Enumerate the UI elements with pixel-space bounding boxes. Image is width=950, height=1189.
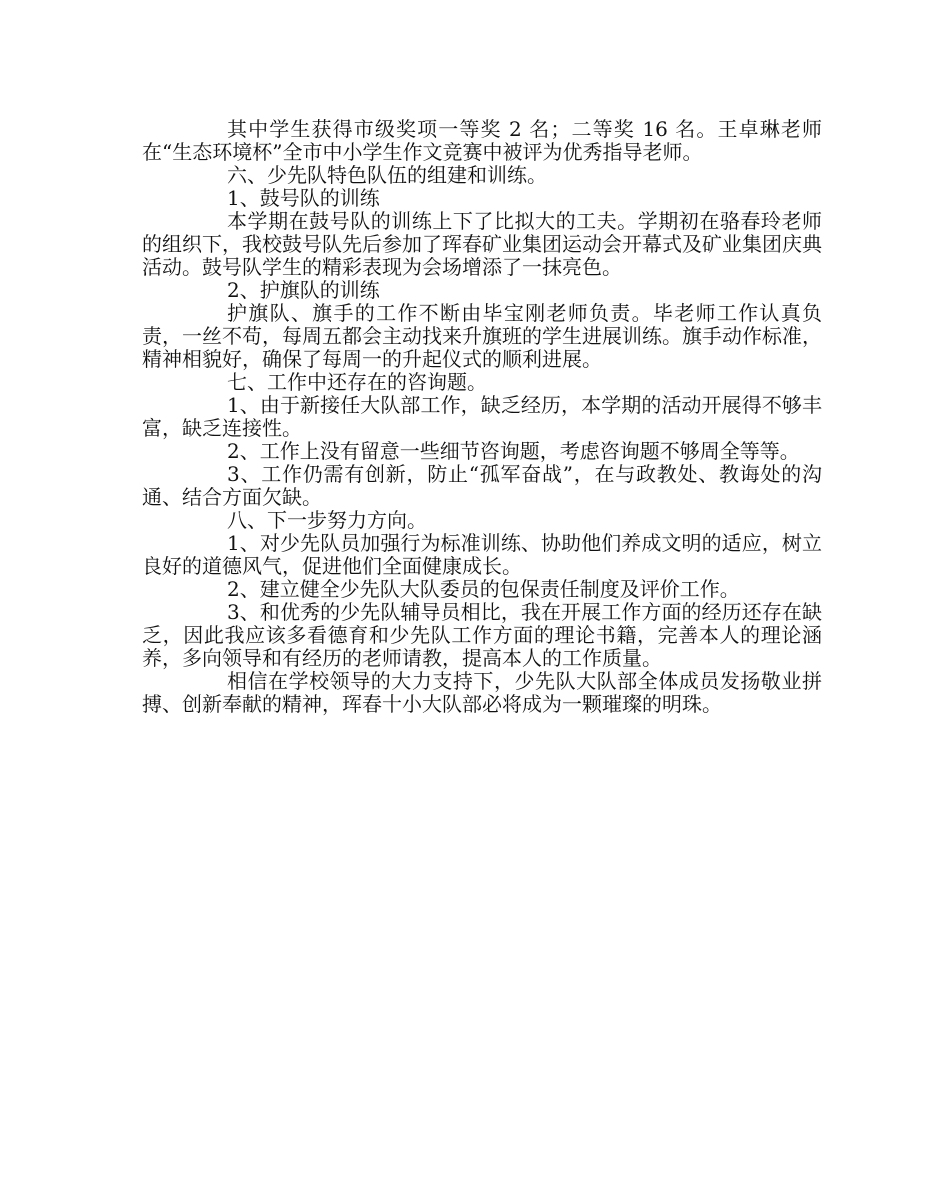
document-body xyxy=(142,118,822,716)
paragraph-drum-team: 本学期在鼓号队的训练上下了比拟大的工夫。学期初在骆春玲老师的组织下，我校鼓号队先后参加了珲春矿业集团运动会开幕式及矿业集团庆典活动。鼓号队学生的精彩表现为会场增添了一抹亮色。 xyxy=(142,209,822,279)
list-item-problem-3: 3、工作仍需有创新，防止“孤军奋战”，在与政教处、教诲处的沟通、结合方面欠缺。 xyxy=(142,462,822,509)
list-item-problem-1: 1、由于新接任大队部工作，缺乏经历，本学期的活动开展得不够丰富，缺乏连接性。 xyxy=(142,393,822,440)
paragraph-awards: 其中学生获得市级奖项一等奖 2 名；二等奖 16 名。王卓琳老师在“生态环境杯”全市中小学生作文竞赛中被评为优秀指导老师。 xyxy=(142,117,822,164)
list-item-problem-2: 2、工作上没有留意一些细节咨询题，考虑咨询题不够周全等等。 xyxy=(227,439,800,463)
subheading-flag-team: 2、护旗队的训练 xyxy=(227,278,380,302)
list-item-direction-2: 2、建立健全少先队大队委员的包保责任制度及评价工作。 xyxy=(227,577,740,601)
list-item-direction-1: 1、对少先队员加强行为标准训练、协助他们养成文明的适应，树立良好的道德风气，促进他们全面健康成长。 xyxy=(142,531,822,578)
paragraph-flag-team: 护旗队、旗手的工作不断由毕宝刚老师负责。毕老师工作认真负责，一丝不苟，每周五都会主动找来升旗班的学生进展训练。旗手动作标准，精神相貌好，确保了每周一的升起仪式的顺利进展。 xyxy=(142,301,822,371)
heading-section-six: 六、少先队特色队伍的组建和训练。 xyxy=(227,163,547,187)
heading-section-seven: 七、工作中还存在的咨询题。 xyxy=(227,370,487,394)
paragraph-conclusion: 相信在学校领导的大力支持下，少先队大队部全体成员发扬敬业拼搏、创新奉献的精神，珲春十小大队部必将成为一颗璀璨的明珠。 xyxy=(142,669,822,716)
list-item-direction-3: 3、和优秀的少先队辅导员相比，我在开展工作方面的经历还存在缺乏，因此我应该多看德育和少先队工作方面的理论书籍，完善本人的理论涵养，多向领导和有经历的老师请教，提高本人的工作质量。 xyxy=(142,600,822,670)
heading-section-eight: 八、下一步努力方向。 xyxy=(227,508,427,532)
subheading-drum-team: 1、鼓号队的训练 xyxy=(227,186,380,210)
